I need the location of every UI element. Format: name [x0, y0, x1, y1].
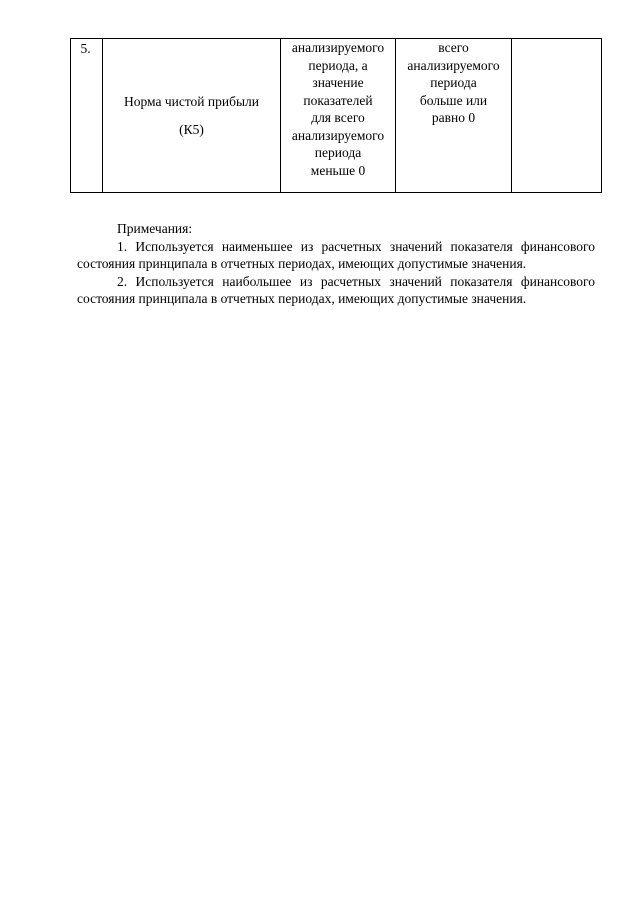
- table-row: [71, 39, 602, 193]
- notes-section: [77, 220, 595, 308]
- indicator-name: Норма чистой прибыли: [123, 94, 260, 109]
- condition-text-1: анализируемого периода, а значение показателей для всего анализируемого периода меньше 0: [291, 40, 385, 178]
- note-item-1: 1. Используется наименьшее из расчетных значений показателя финансового состояния принципала в отчетных периодах, имеющих допустимые значения.: [77, 238, 595, 271]
- note-item-2: 2. Используется наибольшее из расчетных значений показателя финансового состояния принципала в отчетных периодах, имеющих допустимые значения.: [77, 273, 595, 306]
- condition-cell-2: [396, 39, 512, 193]
- empty-cell: [512, 39, 602, 193]
- notes-title: Примечания:: [117, 221, 193, 236]
- condition-cell-1: [281, 39, 396, 193]
- condition-text-2: всего анализируемого периода больше или равно 0: [407, 40, 500, 125]
- row-number: 5.: [80, 41, 91, 56]
- indicator-name-cell: [103, 39, 281, 193]
- row-number-cell: [71, 39, 103, 193]
- indicator-table: [70, 38, 602, 193]
- indicator-code: (К5): [179, 121, 204, 137]
